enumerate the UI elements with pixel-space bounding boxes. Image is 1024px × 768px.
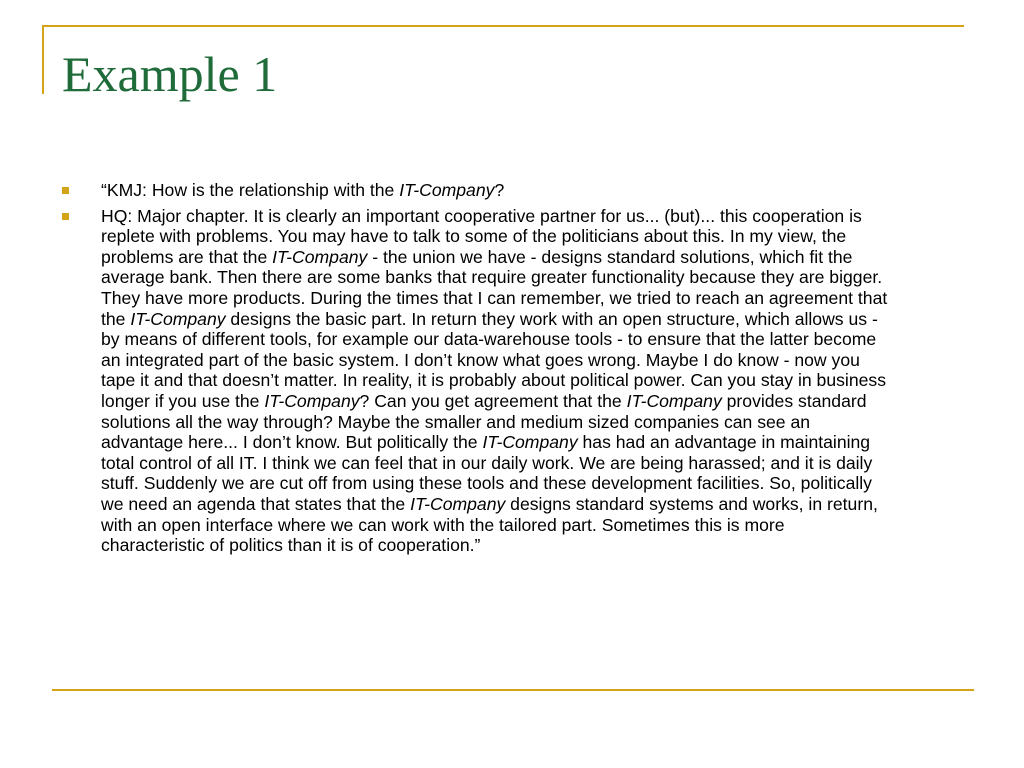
text-segment: provides standard solutions all the way through? Maybe the smaller and medium sized companies can see an advantage here... I don’t know. But politically the [101,390,867,453]
text-segment: - the union we have - designs standard solutions, which fit the average bank. Then there are some banks that require greater functionality because they are bigger. They have more products. During the times that I can remember, we tried to reach an agreement that the [101,246,888,329]
bottom-accent-line [52,689,974,691]
slide-body [60,180,890,561]
company-name: IT-Company [399,180,495,200]
bullet-item-question [60,180,890,201]
slide-title: Example 1 [62,46,278,102]
bullet-text [101,180,504,200]
company-name: IT-Company [410,493,506,514]
text-segment: HQ: Major chapter. It is clearly an important cooperative partner for us... (but)... this cooperation is replete with problems. You may have to talk to some of the politicians about this. In my view, the problems are that the [101,205,862,267]
company-name: IT-Company [264,390,360,411]
square-bullet-icon [62,213,69,220]
text-segment: ? Can you get agreement that the [359,390,627,411]
bullet-text [101,206,887,556]
company-name: IT-Company [482,432,578,453]
company-name: IT-Company [626,390,722,411]
bullet-item-answer [60,206,890,556]
text-segment: designs standard systems and works, in return, with an open interface where we can work with the tailored part. Sometimes this is more characteristic of politics than it is of cooperation.” [101,493,878,556]
text-segment: “KMJ: How is the relationship with the [101,180,400,200]
square-bullet-icon [62,187,69,194]
text-segment: designs the basic part. In return they work with an open structure, which allows us - by means of different tools, for example our data-warehouse tools - to ensure that the latter become an integrated part of the basic system. I don’t know what goes wrong. Maybe I do know - now you tape it and that doesn’t matter. In reality, it is probably about political power. Can you stay in business longer if you use the [101,308,886,411]
bullet-list [60,180,890,556]
text-segment: has had an advantage in maintaining total control of all IT. I think we can feel that in our daily work. We are being harassed; and it is daily stuff. Suddenly we are cut off from using these tools and these development facilities. So, politically we need an agenda that states that the [101,432,873,514]
company-name: IT-Company [130,308,226,329]
text-segment: ? [494,180,505,200]
left-accent-line [42,26,44,94]
company-name: IT-Company [272,246,368,267]
top-accent-line [42,25,964,27]
